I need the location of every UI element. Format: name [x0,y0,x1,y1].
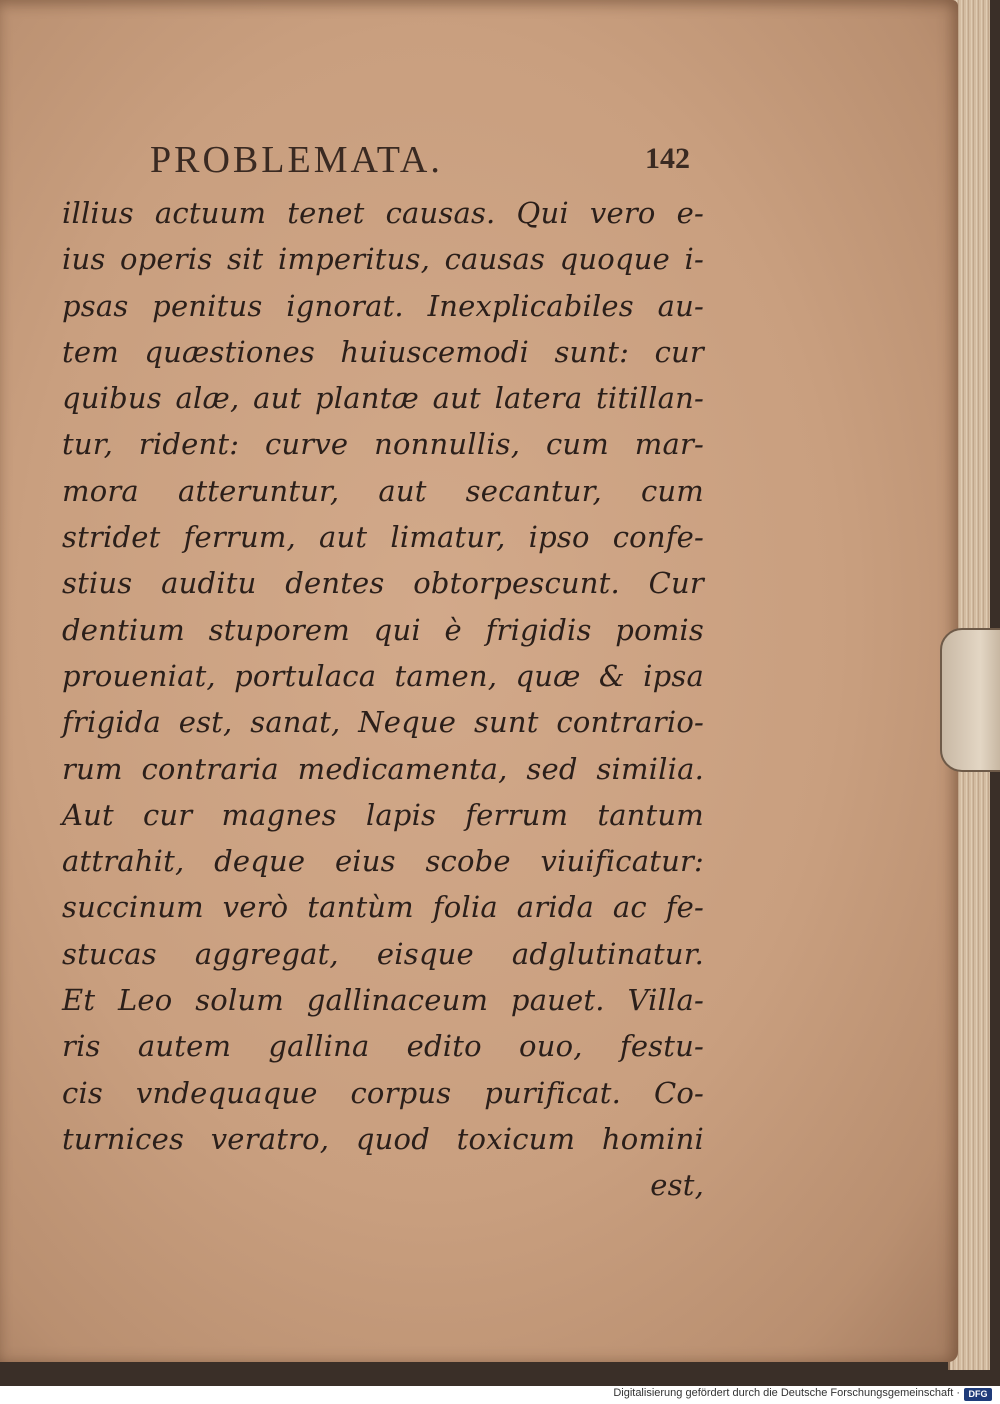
text-line: illius actuum tenet causas. Qui vero e- [62,196,704,230]
text-line: stius auditu dentes obtorpescunt. Cur [62,566,704,601]
text-line: turnices veratro, quod toxicum homini [62,1121,704,1156]
text-line: stridet ferrum, aut limatur, ipso confe- [62,520,704,555]
text-line: ius operis sit imperitus, causas quoque i- [62,242,704,277]
text-line: cis vndequaque corpus purificat. Co- [62,1075,704,1110]
text-line: proueniat, portulaca tamen, quæ & ipsa [62,658,704,693]
text-line: quibus alæ, aut plantæ aut latera titillan- [62,381,704,416]
text-line: ris autem gallina edito ouo, festu- [62,1029,704,1064]
text-line: dentium stuporem qui è frigidis pomis [62,612,704,647]
text-line: Aut cur magnes lapis ferrum tantum [62,797,704,832]
text-line: stucas aggregat, eisque adglutinatur. [62,936,704,971]
text-line: succinum verò tantùm folia arida ac fe- [62,890,704,925]
page-header [150,138,690,182]
dfg-logo: DFG [964,1388,992,1401]
text-line: mora atteruntur, aut secantur, cum [62,473,704,508]
footer-bar [0,1386,1000,1404]
body-text [62,190,704,1209]
bookmark-tab [940,628,1000,772]
text-line: frigida est, sanat, Neque sunt contrario- [62,705,704,740]
text-line: attrahit, deque eius scobe viuificatur: [62,844,704,879]
page-number: 142 [645,142,690,175]
funding-credit: Digitalisierung gefördert durch die Deutsche Forschungsgemeinschaft · [613,1387,960,1399]
text-line: tem quæstiones huiuscemodi sunt: cur [62,334,704,369]
text-line: psas penitus ignorat. Inexplicabiles au- [62,288,704,323]
text-line: tur, rident: curve nonnullis, cum mar- [62,427,704,462]
running-title: PROBLEMATA. [150,139,443,181]
text-line: rum contraria medicamenta, sed similia. [62,751,704,786]
catchword: est, [650,1168,704,1203]
text-line: Et Leo solum gallinaceum pauet. Villa- [62,983,704,1018]
